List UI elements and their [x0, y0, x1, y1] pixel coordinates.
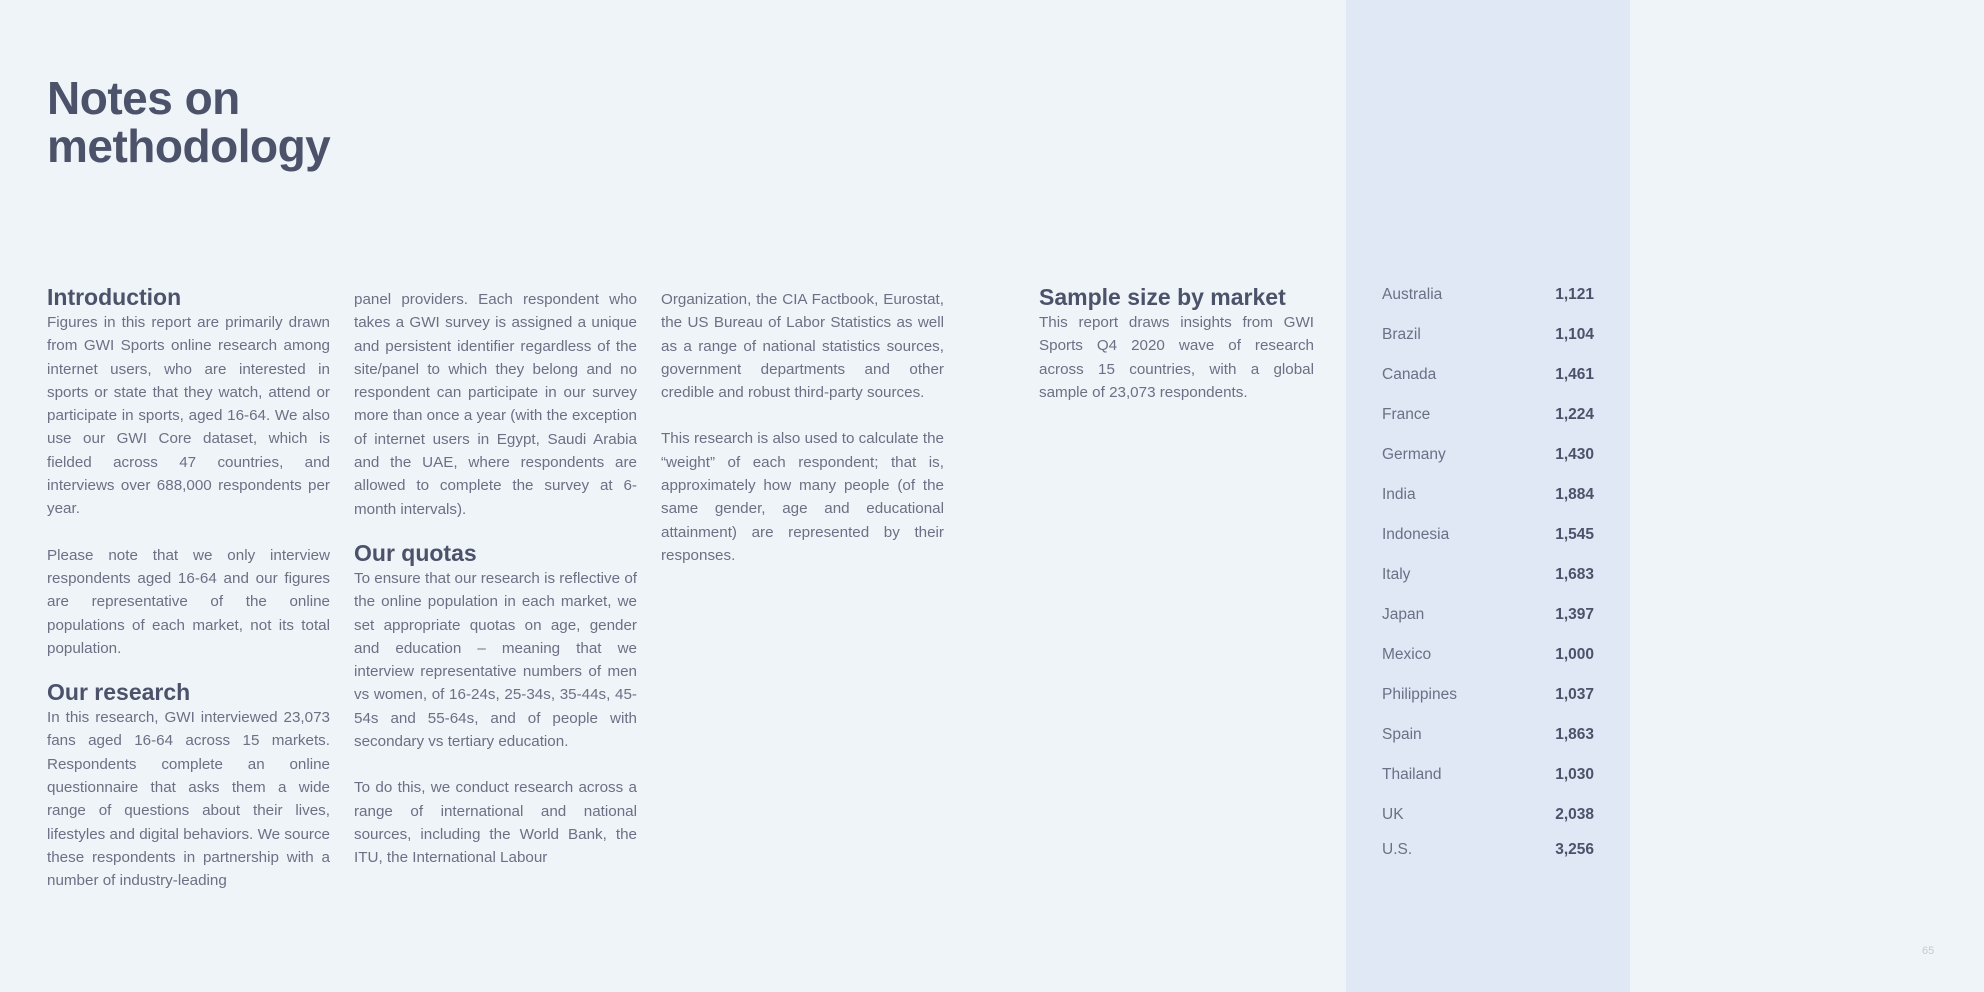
market-sample-size: 1,121 — [1555, 286, 1594, 303]
market-row — [1382, 806, 1594, 846]
market-sample-size: 1,545 — [1555, 526, 1594, 543]
our-quotas-paragraph-3: This research is also used to calculate the “weight” of each respondent; that is, approximately how many people (of the same gender, age and educational attainment) are represented by their responses. — [661, 430, 944, 564]
market-name: Thailand — [1382, 766, 1442, 783]
market-row — [1382, 606, 1594, 646]
market-sample-size: 1,430 — [1555, 446, 1594, 463]
market-sample-size: 1,104 — [1555, 326, 1594, 343]
market-sample-size: 3,256 — [1555, 841, 1594, 858]
market-name: UK — [1382, 806, 1404, 823]
column-introduction — [47, 283, 330, 893]
market-name: Italy — [1382, 566, 1411, 583]
our-quotas-heading: Our quotas — [354, 539, 477, 566]
market-list — [1382, 286, 1594, 871]
market-name: Mexico — [1382, 646, 1432, 663]
market-name: Spain — [1382, 726, 1422, 743]
market-row — [1382, 686, 1594, 726]
market-name: Indonesia — [1382, 526, 1450, 543]
sample-size-heading: Sample size by market — [1039, 284, 1286, 310]
our-research-paragraph-continued: panel providers. Each respondent who takes a GWI survey is assigned a unique and persistent identifier regardless of the site/panel to which they belong and no respondent can participate in our survey more than once a year (with the exception of internet users in Egypt, Saudi Arabia and the UAE, where respondents are allowed to complete the survey at 6-month intervals). — [354, 291, 637, 518]
page-number: 65 — [1922, 945, 1935, 957]
market-name: Germany — [1382, 446, 1446, 463]
market-sample-size: 1,683 — [1555, 566, 1594, 583]
page-title: Notes on methodology — [47, 72, 331, 172]
market-row — [1382, 526, 1594, 566]
market-row — [1382, 406, 1594, 446]
introduction-heading: Introduction — [47, 284, 182, 310]
introduction-paragraph-1: Figures in this report are primarily drawn from GWI Sports online research among internet users, who are interested in sports or state that they watch, attend or participate in sports, aged 16-64. We also use our GWI Core dataset, which is fielded across 47 countries, and interviews over 688,000 respondents per year. — [47, 314, 330, 518]
market-name: U.S. — [1382, 841, 1413, 858]
column-sample-size — [1039, 283, 1314, 404]
market-sample-size: 1,863 — [1555, 726, 1594, 743]
market-row — [1382, 766, 1594, 806]
market-row — [1382, 841, 1594, 871]
our-research-paragraph: In this research, GWI interviewed 23,073 fans aged 16-64 across 15 markets. Respondents complete an online questionnaire that asks them a wide range of questions about their lives, lifestyles and digital behaviors. We source these respondents in partnership with a number of industry-leading — [47, 709, 330, 890]
column-quotas — [354, 288, 637, 870]
our-quotas-paragraph-2: To do this, we conduct research across a range of international and national sources, including the World Bank, the ITU, the International Labour — [354, 779, 637, 867]
market-row — [1382, 486, 1594, 526]
sample-size-text: This report draws insights from GWI Sports Q4 2020 wave of research across 15 countries, with a global sample of 23,073 respondents. — [1039, 314, 1314, 401]
market-name: Australia — [1382, 286, 1443, 303]
market-row — [1382, 726, 1594, 766]
market-name: Philippines — [1382, 686, 1457, 703]
market-sample-size: 1,224 — [1555, 406, 1594, 423]
market-name: India — [1382, 486, 1416, 503]
column-sources — [661, 288, 944, 567]
market-name: Brazil — [1382, 326, 1421, 343]
market-row — [1382, 646, 1594, 686]
market-name: Japan — [1382, 606, 1425, 623]
market-sample-size: 1,461 — [1555, 366, 1594, 383]
market-row — [1382, 326, 1594, 366]
market-sample-size: 1,884 — [1555, 486, 1594, 503]
our-research-heading: Our research — [47, 679, 191, 706]
our-quotas-paragraph-1: To ensure that our research is reflective of the online population in each market, we set appropriate quotas on age, gender and education – meaning that we interview representative numbers of men vs women, of 16-24s, 25-34s, 35-44s, 45-54s and 55-64s, and of people with secondary vs tertiary education. — [354, 569, 637, 751]
market-row — [1382, 366, 1594, 406]
introduction-paragraph-2: Please note that we only interview respondents aged 16-64 and our figures are representative of the online populations of each market, not its total population. — [47, 546, 330, 657]
market-row — [1382, 566, 1594, 606]
our-quotas-paragraph-2-continued: Organization, the CIA Factbook, Eurostat, the US Bureau of Labor Statistics as well as a range of national statistics sources, government departments and other credible and robust third-party sources. — [661, 291, 944, 402]
market-sample-size: 1,397 — [1555, 606, 1594, 623]
market-sample-size: 1,037 — [1555, 686, 1594, 703]
market-name: France — [1382, 406, 1431, 423]
market-name: Canada — [1382, 366, 1437, 383]
market-row — [1382, 286, 1594, 326]
market-sample-size: 2,038 — [1555, 806, 1594, 823]
market-sample-size: 1,000 — [1555, 646, 1594, 663]
market-sample-size: 1,030 — [1555, 766, 1594, 783]
market-row — [1382, 446, 1594, 486]
